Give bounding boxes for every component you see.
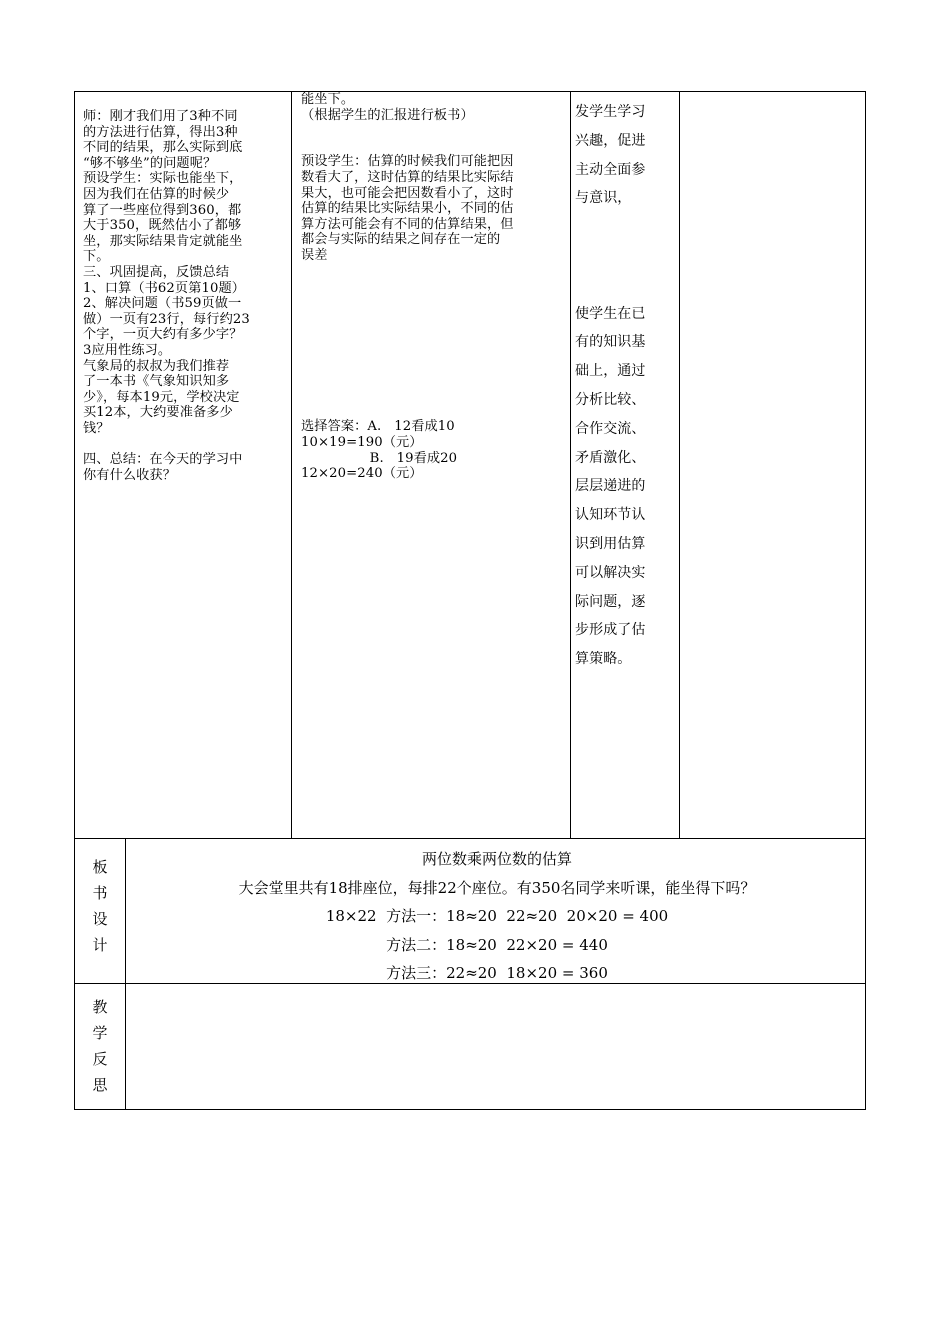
text-line: 你有什么收获？: [83, 467, 177, 483]
text-line: 发学生学习: [575, 104, 646, 120]
notes-cell: [680, 92, 865, 838]
text-line: 误差: [301, 247, 328, 263]
text-line: 数看大了，这时估算的结果比实际结: [301, 169, 514, 185]
text-line: 都会与实际的结果之间存在一定的: [301, 232, 501, 248]
text-line: 选择答案：A. 12看成10: [301, 419, 455, 435]
text-line: 大于350，既然估小了都够: [83, 218, 242, 234]
text-line: 坐，那实际结果肯定就能坐: [83, 233, 243, 249]
text-line: 个字，一页大约有多少字？: [83, 327, 243, 343]
label-char: 板: [92, 858, 108, 876]
teaching-reflection-label: [75, 994, 125, 1098]
text-line: 与意识，: [575, 190, 632, 207]
board-design-label: [75, 854, 125, 958]
text-line: [301, 388, 569, 404]
text-line: 3应用性练习。: [83, 342, 172, 358]
text-line: [301, 326, 569, 342]
text-line: 的方法进行估算，得出3种: [83, 124, 238, 140]
lesson-plan-table: [74, 91, 866, 1110]
text-line: [301, 310, 569, 326]
label-char: 设: [92, 910, 108, 928]
text-line: 果大，也可能会把因数看小了，这时: [301, 185, 514, 201]
text-line: 10×19=190（元）: [301, 435, 423, 451]
text-line: 算策略。: [575, 651, 632, 668]
text-line: B. 19看成20: [301, 450, 458, 466]
text-line: [301, 373, 569, 389]
text-line: 1、口算（书62页第10题）: [83, 280, 246, 296]
text-line: 矛盾激化、: [575, 449, 646, 466]
text-line: 不同的结果，那么实际到底: [83, 140, 243, 156]
text-line: 合作交流、: [575, 420, 646, 437]
column-divider: [291, 92, 292, 838]
text-line: 有的知识基: [575, 334, 646, 351]
text-line: [301, 279, 569, 295]
text-line: 气象局的叔叔为我们推荐: [83, 358, 230, 374]
text-line: 三、巩固提高，反馈总结: [83, 264, 230, 280]
text-line: [301, 404, 569, 420]
text-line: 四、总结：在今天的学习中: [83, 452, 243, 468]
board-title: 两位数乘两位数的估算: [421, 850, 572, 868]
text-line: 分析比较、: [575, 391, 646, 408]
board-method-2: 方法二：18≈20 22×20 = 440: [386, 935, 608, 954]
text-line: 使学生在已: [575, 305, 646, 322]
text-line: 做）一页有23行，每行约23: [83, 311, 250, 327]
label-char: 书: [92, 884, 108, 902]
text-line: 12×20=240（元）: [301, 466, 423, 482]
label-char: 学: [92, 1024, 108, 1042]
row-divider: [75, 838, 865, 839]
text-line: “够不够坐”的问题呢？: [83, 155, 217, 171]
label-char: 思: [92, 1076, 108, 1094]
design-intent-cell: [575, 98, 675, 674]
text-line: 础上，通过: [575, 363, 646, 380]
text-line: 预设学生：实际也能坐下，: [83, 171, 243, 187]
text-line: [575, 271, 675, 300]
text-line: 识到用估算: [575, 535, 646, 552]
text-line: [301, 264, 569, 280]
text-line: 下。: [83, 249, 110, 265]
text-line: [83, 436, 291, 452]
text-line: [301, 139, 569, 155]
label-char: 教: [92, 998, 108, 1016]
text-line: 师：刚才我们用了3种不同: [83, 109, 238, 124]
student-activity-cell: [301, 92, 569, 482]
text-line: [301, 342, 569, 358]
board-method-1: 18×22 方法一：18≈20 22≈20 20×20 = 400: [325, 907, 669, 925]
text-line: 际问题，逐: [575, 593, 646, 610]
label-char: 计: [92, 936, 108, 954]
teacher-activity-cell: [83, 109, 291, 483]
text-line: 算方法可能会有不同的估算结果，但: [301, 216, 514, 232]
label-char: 反: [92, 1050, 108, 1068]
board-method-3: 方法三：22≈20 18×20 = 360: [386, 964, 608, 982]
board-question: 大会堂里共有18排座位，每排22个座位。有350名同学来听课，能坐得下吗？: [238, 878, 756, 897]
board-design-content: [127, 845, 867, 988]
text-line: [301, 357, 569, 373]
text-line: 因为我们在估算的时候少: [83, 186, 230, 202]
text-line: 算了一些座位得到360，都: [83, 202, 242, 218]
text-line: 预设学生：估算的时候我们可能把因: [301, 154, 514, 170]
text-line: 层层递进的: [575, 478, 646, 495]
text-line: 买12本，大约要准备多少: [83, 405, 233, 421]
text-line: [575, 213, 675, 242]
text-line: 可以解决实: [575, 564, 646, 581]
text-line: [301, 123, 569, 139]
text-line: [301, 295, 569, 311]
text-line: （根据学生的汇报进行板书）: [301, 107, 474, 123]
text-line: 2、解决问题（书59页做一: [83, 296, 242, 312]
text-line: [575, 242, 675, 271]
text-line: 钱？: [83, 420, 110, 436]
text-line: 主动全面参: [575, 161, 646, 178]
teaching-reflection-content: [126, 984, 865, 1110]
text-line: 少》，每本19元，学校决定: [83, 389, 240, 405]
text-line: 了一本书《气象知识知多: [83, 374, 230, 390]
text-line: 认知环节认: [575, 507, 646, 524]
text-line: 估算的结果比实际结果小，不同的估: [301, 201, 514, 217]
text-line: 能坐下。: [301, 92, 355, 107]
text-line: 兴趣，促进: [575, 132, 646, 149]
column-divider: [570, 92, 571, 838]
text-line: 步形成了估: [575, 622, 646, 639]
